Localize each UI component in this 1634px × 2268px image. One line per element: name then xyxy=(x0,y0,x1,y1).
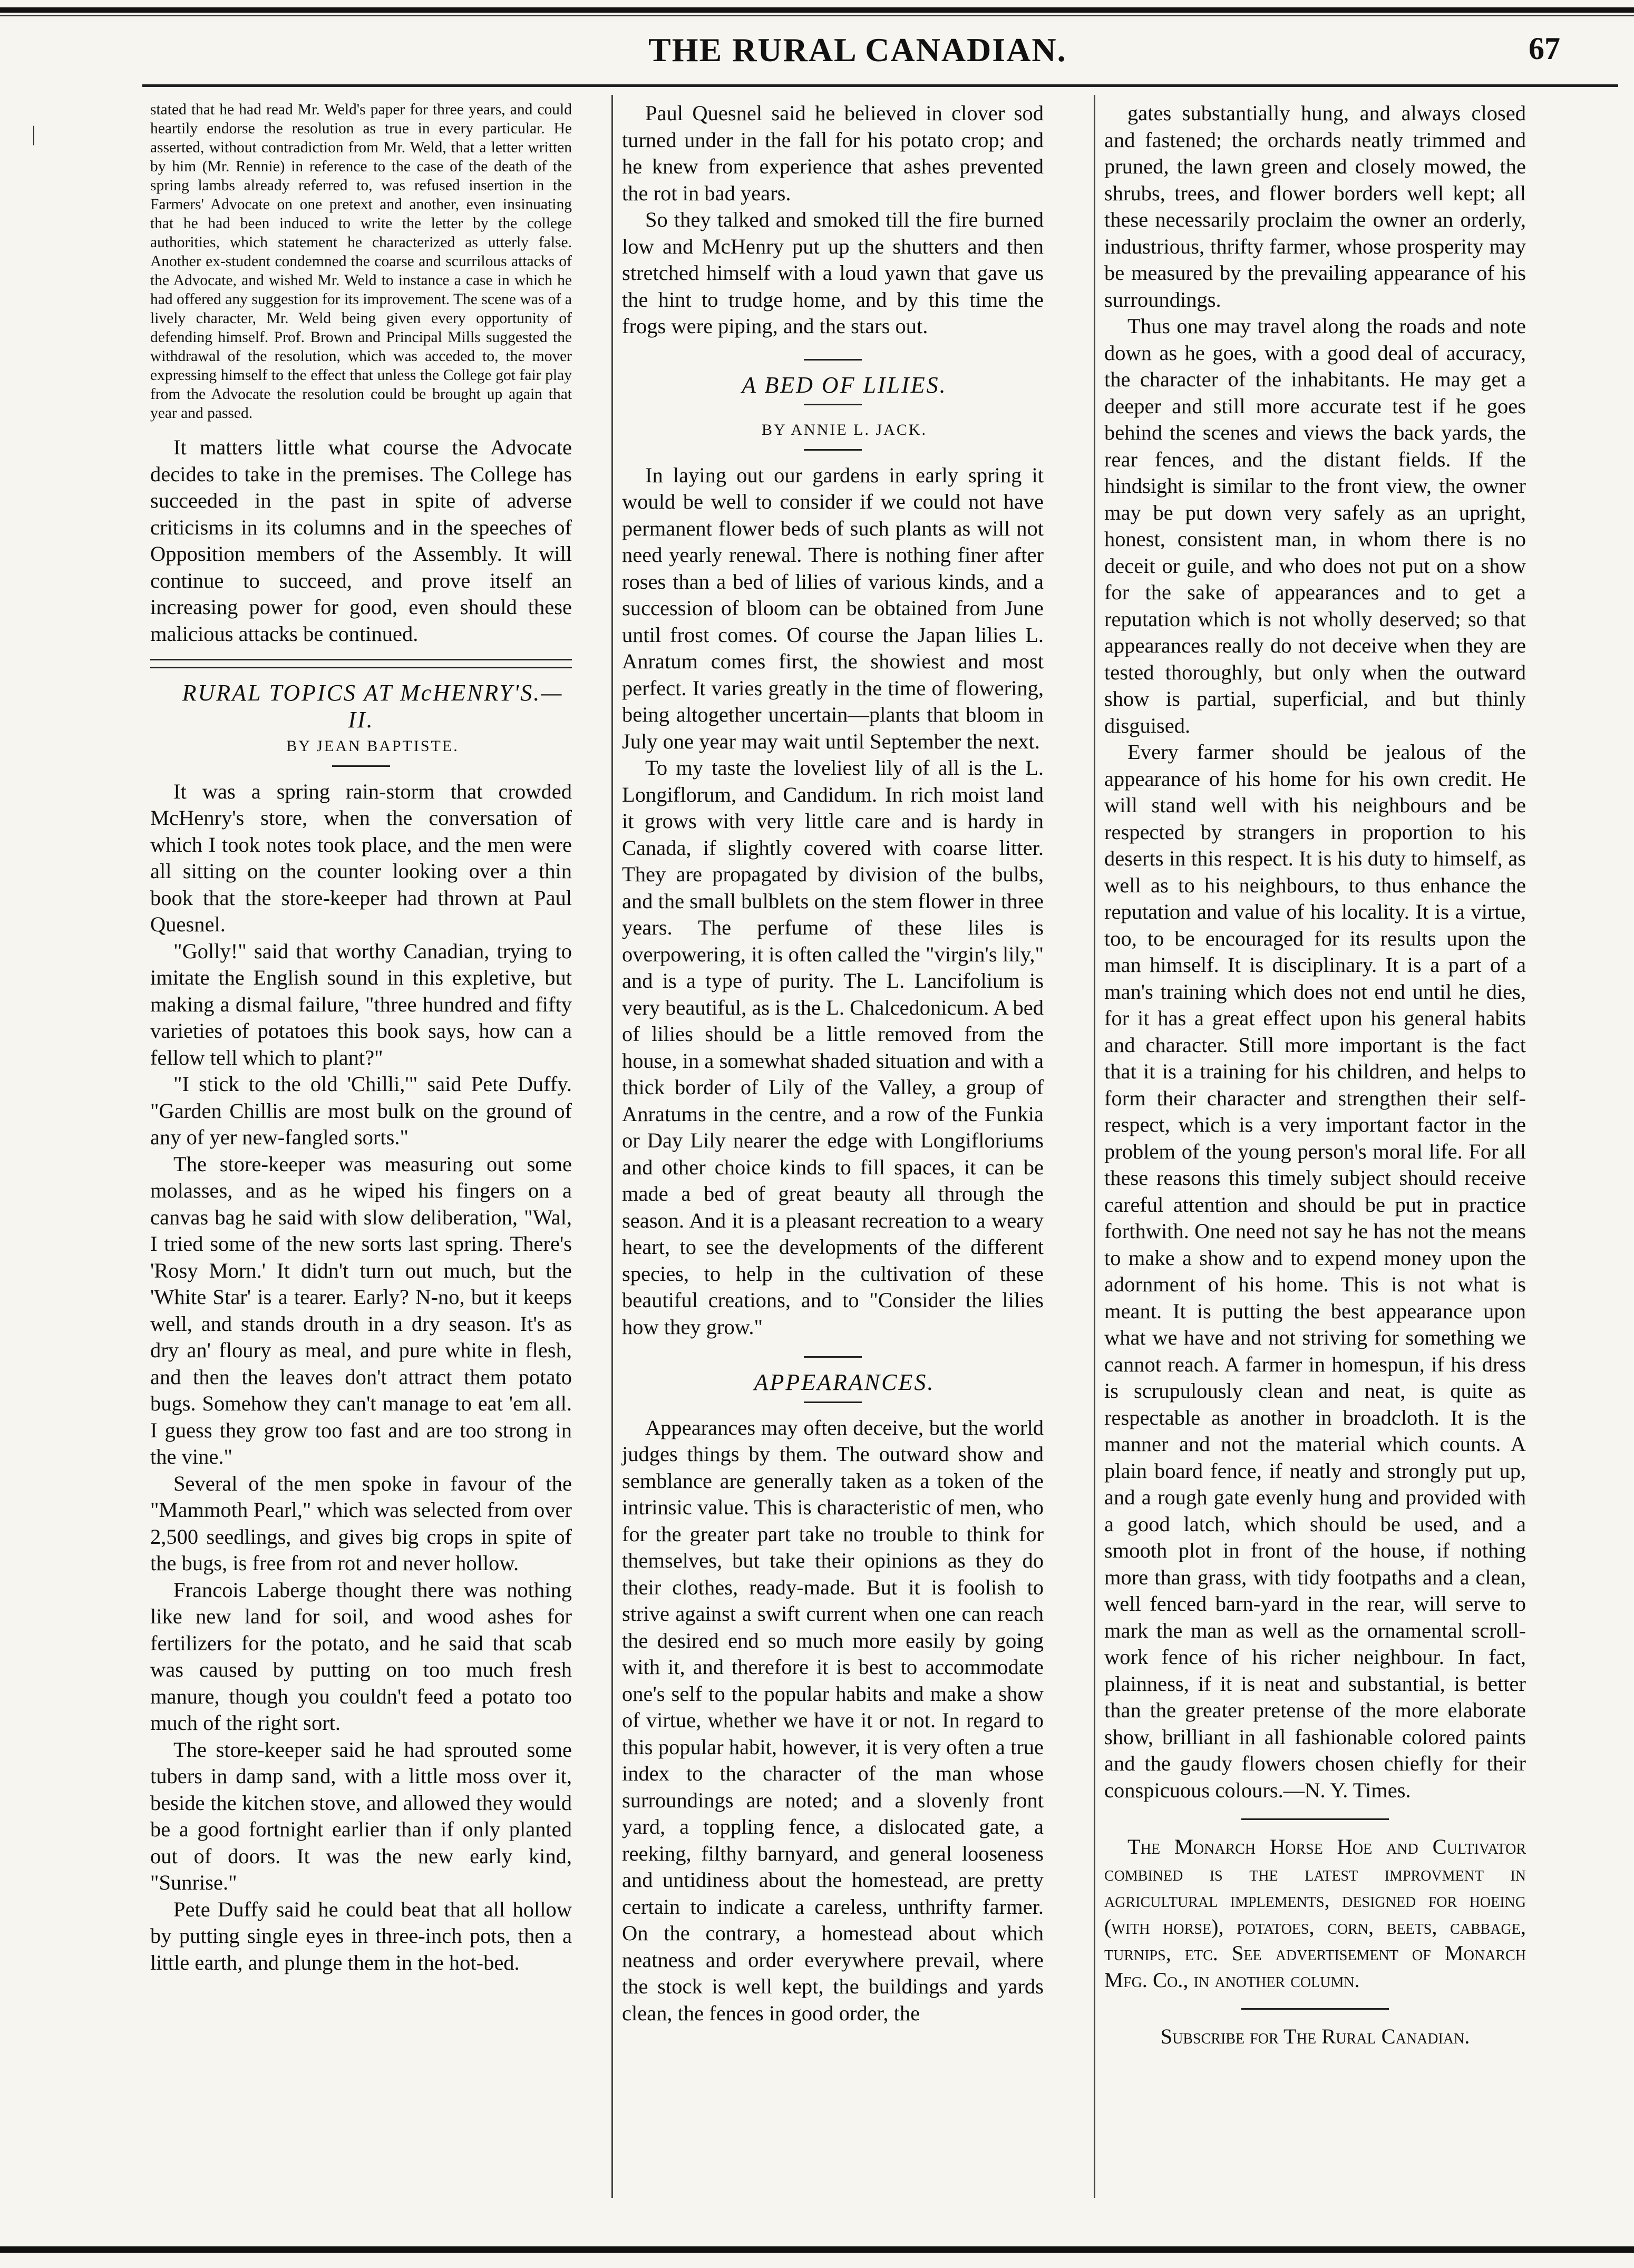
column-1 xyxy=(150,100,572,1976)
article-paragraph: Several of the men spoke in favour of the "Mammoth Pearl," which was selected from over 2,500 seedlings, and gives big crops in spite of the bugs, is free from rot and never hollow. xyxy=(150,1471,572,1575)
margin-mark: | xyxy=(32,122,36,145)
article-paragraph: Thus one may travel along the roads and note down as he goes, with a good deal of accuracy, the character of the inhabitants. He may get a deeper and still more accurate test if he goes behind the scenes and views the back yards, the rear fences, and the distant fields. If the hindsight is similar to the front view, the owner may be put down very safely as an upright, honest, consistent man, in whom there is no deceit or guile, and who does not put on a show for the sake of appearances and to get a reputation which is not wholly deserved; so that appearances really do not deceive when they are tested thoroughly, but only when the outward show is partial, superficial, and but thinly disguised. xyxy=(1104,314,1526,737)
newspaper-title: THE RURAL CANADIAN. xyxy=(648,31,1067,69)
section-rule xyxy=(1241,2008,1389,2010)
article-paragraph: "I stick to the old 'Chilli,'" said Pete Duffy. "Garden Chillis are most bulk on the ground of any of yer new-fangled sorts." xyxy=(150,1072,572,1149)
article-paragraph: Paul Quesnel said he believed in clover sod turned under in the fall for his potato crop; and he knew from experience that ashes prevented the rot in bad years. xyxy=(622,101,1044,205)
article-byline: BY ANNIE L. JACK. xyxy=(761,421,928,439)
article-paragraph: It matters little what course the Advocate decides to take in the premises. The College has succeeded in the past in spite of adverse criticisms in its columns and in the speeches of Opposition members of the Assembly. It will continue to succeed, and prove itself an increasing power for good, even should these malicious attacks be continued. xyxy=(150,435,572,646)
top-border-rule xyxy=(0,7,1634,13)
page-number: 67 xyxy=(1529,31,1560,66)
advertisement-notice: The Monarch Horse Hoe and Cultivator combined is the latest improvment in agricultural implements, designed for hoeing (with horse), potatoes, corn, beets, cabbage, turnips, etc. See advertisement of Monarch Mfg. Co., in another column. xyxy=(1104,1835,1526,1992)
section-rule xyxy=(1241,1818,1389,1820)
article-paragraph: The store-keeper was measuring out some molasses, and as he wiped his fingers on a canvas bag he said with slow deliberation, "Wal, I tried some of the new sorts last spring. There's 'Rosy Morn.' It didn't turn out much, but the 'White Star' is a tearer. Early? N-no, but it keeps well, and stands drouth in a dry season. It's as dry an' floury as meal, and pure white in flesh, and then the leaves don't attract them potato bugs. Somehow they can't manage to eat 'em all. I guess they grow too fast and are too strong in the vine." xyxy=(150,1152,572,1468)
article-paragraph: It was a spring rain-storm that crowded McHenry's store, when the conversation of which I took notes took place, and the men were all sitting on the counter looking over a thin book that the store-keeper had thrown at Paul Quesnel. xyxy=(150,779,572,936)
article-paragraph: "Golly!" said that worthy Canadian, trying to imitate the English sound in this expletive, but making a dismal failure, "three hundred and fifty varieties of potatoes this book says, how can a fellow tell which to plant?" xyxy=(150,939,572,1069)
article-paragraph: Pete Duffy said he could beat that all hollow by putting single eyes in three-inch pots, then a little earth, and plunge them in the hot-bed. xyxy=(150,1897,572,1974)
article-paragraph: Appearances may often deceive, but the world judges things by them. The outward show and semblance are generally taken as a token of the intrinsic value. This is characteristic of men, who for the greater part take no trouble to think for themselves, but take their opinions as they do their clothes, ready-made. But it is foolish to strive against a swift current when one can reach the desired end so much more easily by going with it, and therefore it is best to accommodate one's self to the popular habits and make a show of virtue, whether we have it or not. In regard to this popular habit, however, it is very often a true index to the character of the man whose surroundings are noted; and a slovenly front yard, a toppling fence, a dislocated gate, a reeking, filthy barnyard, and general looseness and untidiness about the homestead, are pretty certain to indicate a careless, unthrifty farmer. On the contrary, a homestead about which neatness and order everywhere prevail, where the stock is well kept, the buildings and yards clean, the fences in good order, the xyxy=(622,1415,1044,2025)
column-divider xyxy=(1094,95,1095,2198)
masthead xyxy=(0,31,1634,78)
section-rule xyxy=(804,359,862,361)
heading-rule xyxy=(804,1401,862,1403)
article-paragraph: Every farmer should be jealous of the appearance of his home for his own credit. He will stand well with his neighbours and be respected by strangers in proportion to his deserts in this respect. It is his duty to himself, as well as to his neighbours, to thus enhance the reputation and value of his locality. It is a virtue, too, to be encouraged for its results upon the man himself. It is disciplinary. It is a part of a man's training which does not end until he dies, for it has a great effect upon his general habits and character. Still more important is the fact that it is a training for his children, and helps to form their character and strengthen their self-respect, which is a very important factor in the problem of the young person's moral life. For all these reasons this timely subject should receive careful attention and should be put in practice forthwith. One need not say he has not the means to make a show and to expend money upon the adornment of his home. This is not what is meant. It is putting the best appearance upon what we have and not striving for something we cannot reach. A farmer in homespun, if his dress is scrupulously clean and neat, is quite as respectable as another in broadcloth. It is the manner and not the material which counts. A plain board fence, if neatly and strongly put up, and a rough gate evenly hung and provided with a good latch, which should be used, and a smooth plot in front of the house, if nothing more than grass, with tidy footpaths and a clean, well fenced barn-yard in the rear, will serve to mark the man as well as the ornamental scroll-work fence of his richer neighbour. In fact, plainness, if it is neat and substantial, is better than the greater pretense of the more elaborate show, brilliant in all fashionable colored paints and the gaudy flowers chosen chiefly for their conspicuous colours.—N. Y. Times. xyxy=(1104,740,1526,1802)
bottom-border-rule xyxy=(0,2246,1634,2253)
article-paragraph: Francois Laberge thought there was nothing like new land for soil, and wood ashes for fertilizers for the potato, and he said that scab was caused by putting on too much fresh manure, though you couldn't feed a potato too much of the right sort. xyxy=(150,1578,572,1735)
heading-rule xyxy=(804,404,862,405)
header-rule xyxy=(142,84,1618,87)
article-paragraph: To my taste the loveliest lily of all is the L. Longiflorum, and Candidum. In rich moist land it grows with very little care and is hardy in Canada, if slightly covered with coarse litter. They are propagated by division of the bulbs, and the small bulblets on the stem flower in three years. The perfume of these liles is overpowering, it is often called the "virgin's lily," and is a type of purity. The L. Lancifolium is very beautiful, as is the L. Chalcedonicum. A bed of lilies should be a little removed from the house, in a somewhat shaded situation and with a thick border of Lily of the Valley, a group of Anratums in the centre, and a row of the Funkia or Day Lily nearer the edge with Longifloriums and other choice kinds to fill spaces, it can be made a bed of great beauty all through the season. And it is a pleasant recreation to a weary heart, to see the developments of the different species, to help in the cultivation of these beautiful creations, and to "Consider the lilies how they grow." xyxy=(622,756,1044,1339)
column-divider xyxy=(611,95,613,2198)
article-byline: BY JEAN BAPTISTE. xyxy=(286,737,459,755)
byline-rule xyxy=(804,449,862,451)
article-paragraph: So they talked and smoked till the fire burned low and McHenry put up the shutters and then stretched himself with a loud yawn that gave us the hint to trudge home, and by this time the frogs were piping, and the stars out. xyxy=(622,208,1044,338)
section-rule xyxy=(150,659,572,668)
article-paragraph: stated that he had read Mr. Weld's paper for three years, and could heartily endorse the resolution as true in every particular. He asserted, without contradiction from Mr. Weld, that a letter written by him (Mr. Rennie) in reference to the case of the death of the spring lambs already referred to, was refused insertion in the Farmers' Advocate on one pretext and another, even insinuating that he had been induced to write the letter by the college authorities, which statement he characterized as utterly false. Another ex-student condemned the coarse and scurrilous attacks of the Advocate, and wished Mr. Weld to instance a case in which he had offered any suggestion for its improvement. The scene was of a lively character, Mr. Weld being given every opportunity of defending himself. Prof. Brown and Principal Mills suggested the withdrawal of the resolution, which was acceded to, the mover expressing himself to the effect that unless the College got fair play from the Advocate the resolution could be brought up again that year and passed. xyxy=(150,101,572,422)
subscribe-notice: Subscribe for The Rural Canadian. xyxy=(1160,2024,1470,2048)
column-2 xyxy=(622,100,1044,2027)
byline-rule xyxy=(332,765,390,767)
article-paragraph: gates substantially hung, and always closed and fastened; the orchards neatly trimmed and pruned, the lawn green and closely mowed, the shrubs, trees, and flower borders well kept; all these necessarily proclaim the owner an orderly, industrious, thrifty farmer, whose prosperity may be measured by the prevailing appearance of his surroundings. xyxy=(1104,101,1526,312)
article-heading: A BED OF LILIES. xyxy=(742,372,947,398)
article-paragraph: The store-keeper said he had sprouted some tubers in damp sand, with a little moss over it, beside the kitchen stove, and allowed they would be a good fortnight earlier than if only planted out of doors. It was the new early kind, "Sunrise." xyxy=(150,1737,572,1894)
article-heading: APPEARANCES. xyxy=(754,1369,935,1395)
article-paragraph: In laying out our gardens in early spring it would be well to consider if we could not have permanent flower beds of such plants as will not need yearly renewal. There is nothing finer after roses than a bed of lilies of various kinds, and a succession of bloom can be obtained from June until frost comes. Of course the Japan lilies L. Anratum comes first, the showiest and most perfect. It varies greatly in the time of flowering, being altogether uncertain—plants that bloom in July one year may wait until September the next. xyxy=(622,463,1044,753)
top-border-rule-thin xyxy=(0,15,1634,16)
column-3 xyxy=(1104,100,1526,2050)
article-heading: RURAL TOPICS AT McHENRY'S.—II. xyxy=(182,680,563,733)
section-rule xyxy=(804,1356,862,1358)
